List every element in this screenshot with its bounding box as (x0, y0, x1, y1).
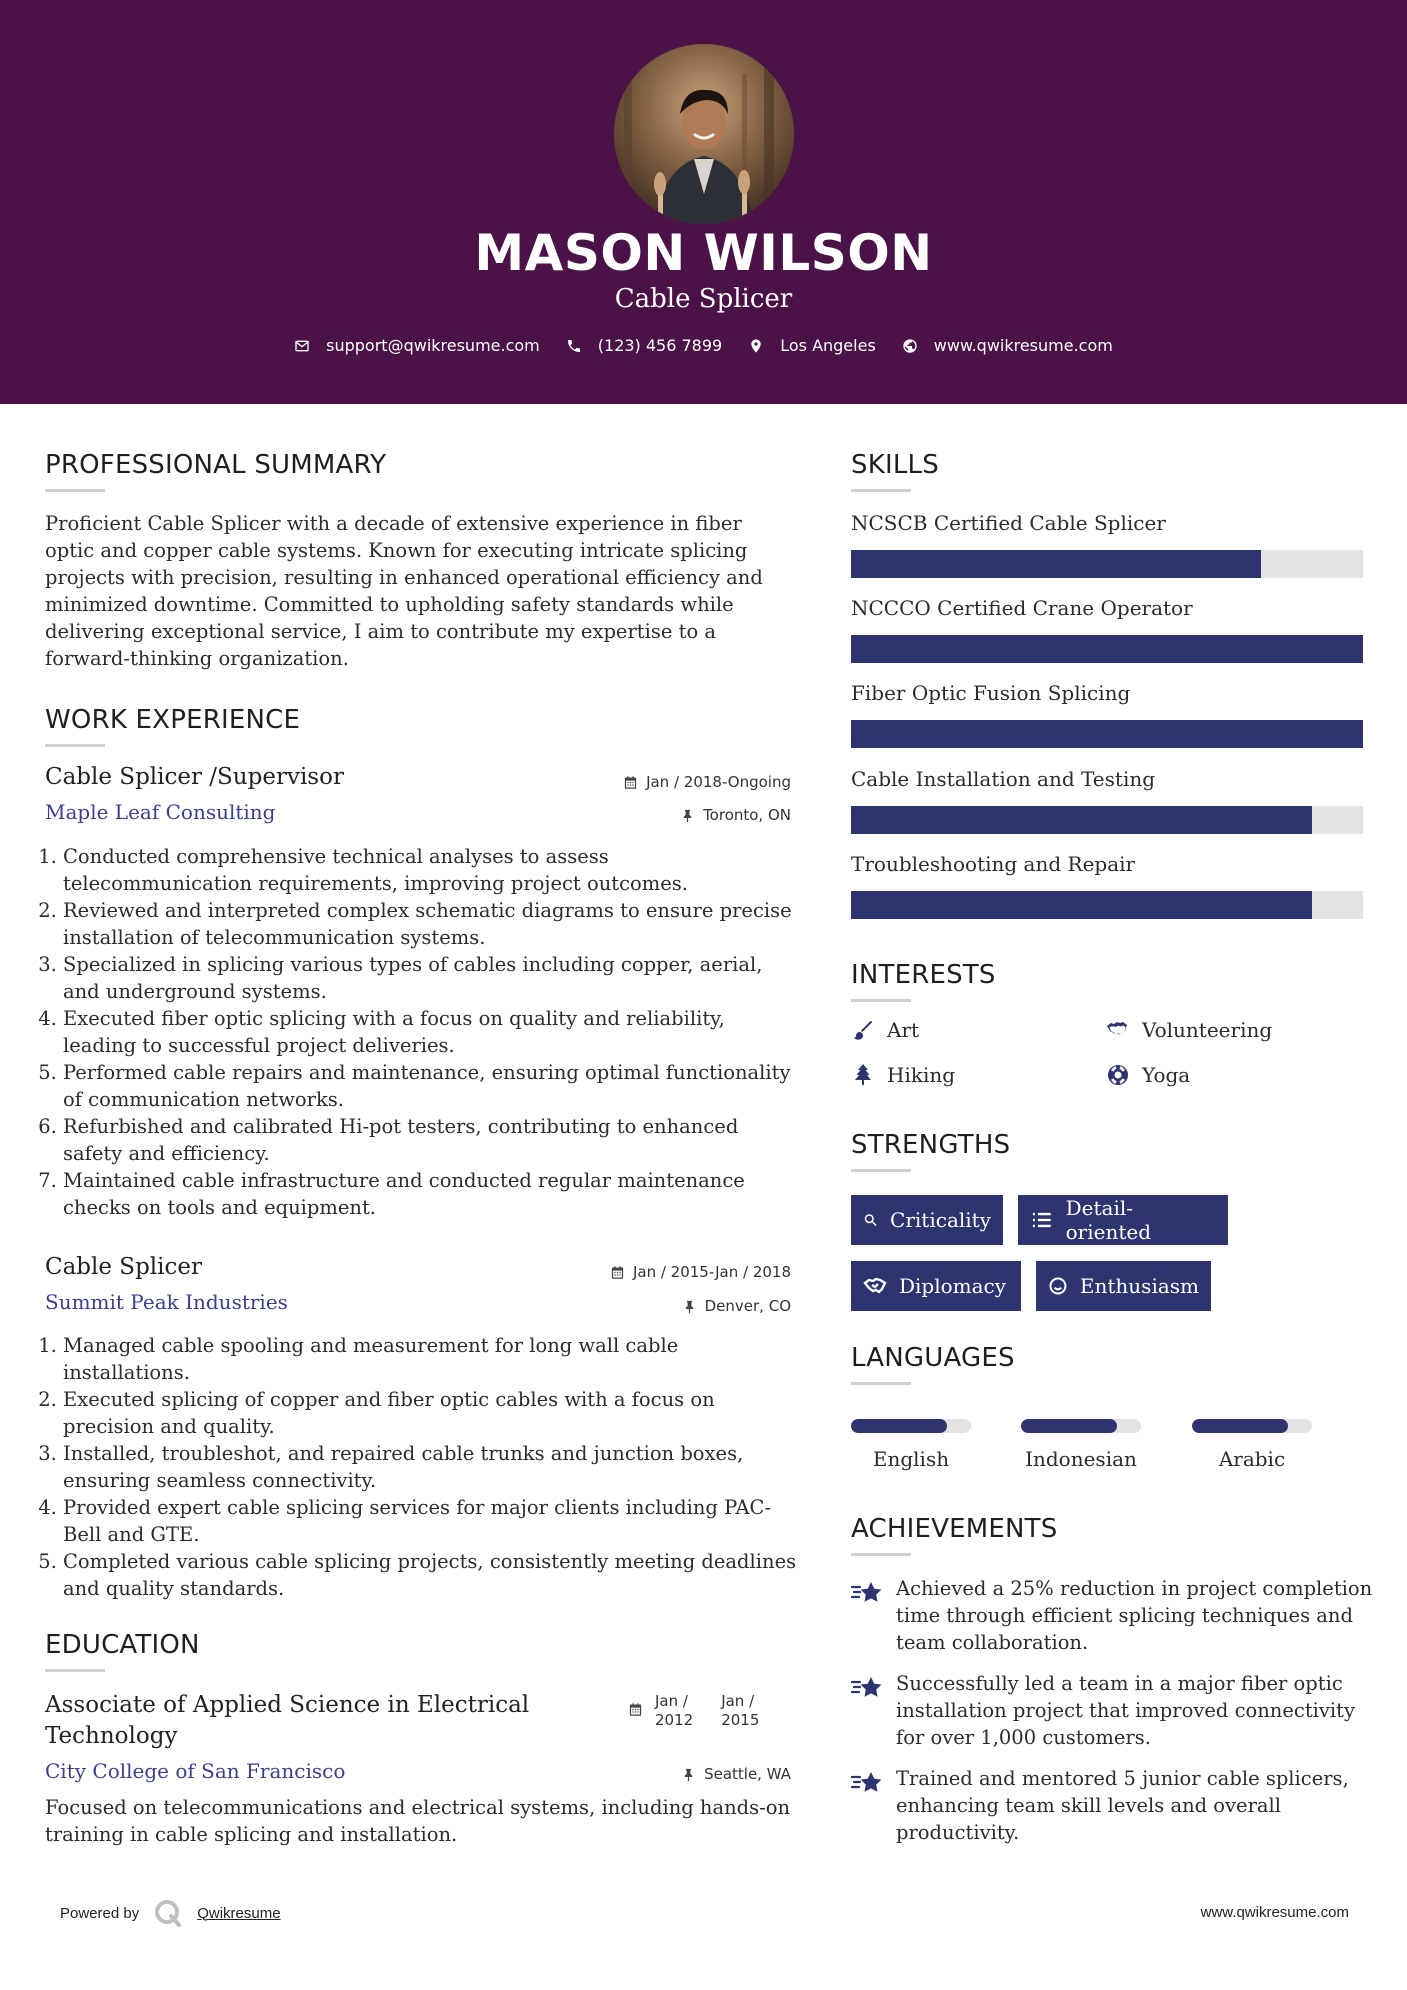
candidate-title: Cable Splicer (614, 284, 793, 314)
strength-label: Criticality (890, 1208, 991, 1232)
list-item: 1. Managed cable spooling and measurement for long wall cable installations. (63, 1332, 797, 1386)
handshake-icon (1106, 1018, 1130, 1042)
job-dates (491, 1263, 791, 1281)
contact-website[interactable] (902, 336, 1113, 355)
list-item: 2. Reviewed and interpreted complex schematic diagrams to ensure precise installation of telecommunication systems. (63, 897, 797, 951)
envelope-icon (294, 338, 310, 354)
powered-by-text: Powered by (60, 1904, 140, 1922)
interest-item (851, 1018, 919, 1042)
job-title: Cable Splicer /Supervisor (45, 764, 344, 790)
strength-label: Enthusiasm (1079, 1274, 1199, 1298)
interest-label: Volunteering (1142, 1018, 1273, 1042)
map-pin-icon (748, 338, 764, 354)
education-location (491, 1765, 791, 1783)
language-label: English (872, 1447, 950, 1471)
education-start-month: Jan / (655, 1692, 688, 1710)
skill-bar (851, 891, 1363, 919)
footer-powered-by (60, 1898, 281, 1928)
job-dates (491, 773, 791, 791)
interest-label: Hiking (887, 1063, 956, 1087)
job-location-text: Denver, CO (704, 1297, 791, 1315)
education-dates (628, 1692, 768, 1730)
school-name: City College of San Francisco (45, 1759, 346, 1783)
list-item: 3. Specialized in splicing various types of cables including copper, aerial, and underground systems. (63, 951, 797, 1005)
list-icon (1030, 1208, 1054, 1232)
skill-bar-fill (851, 720, 1363, 748)
company-name: Maple Leaf Consulting (45, 800, 276, 824)
education-start-year: 2012 (655, 1711, 694, 1729)
skill-label: Cable Installation and Testing (851, 767, 1156, 791)
job-bullets (45, 843, 797, 1221)
calendar-icon (623, 775, 638, 790)
paintbrush-icon (851, 1018, 875, 1042)
resume-header (0, 0, 1407, 404)
contact-email[interactable] (294, 336, 540, 355)
list-item: 5. Completed various cable splicing projects, consistently meeting deadlines and quality standards. (63, 1548, 797, 1602)
job-dates-text: Jan / 2015-Jan / 2018 (632, 1263, 791, 1281)
summary-heading: PROFESSIONAL SUMMARY (45, 450, 387, 480)
location-text: Los Angeles (780, 336, 876, 355)
globe-icon (902, 338, 918, 354)
interests-heading: INTERESTS (851, 960, 996, 990)
skill-label: NCSCB Certified Cable Splicer (851, 511, 1166, 535)
list-item: 1. Conducted comprehensive technical analyses to assess telecommunication requirements, improving project outcomes. (63, 843, 797, 897)
strength-badge (1036, 1261, 1211, 1311)
list-item: 2. Executed splicing of copper and fiber optic cables with a focus on precision and quality. (63, 1386, 797, 1440)
shooting-star-icon (851, 1673, 885, 1703)
section-divider (851, 999, 911, 1002)
phone-text: (123) 456 7899 (597, 336, 723, 355)
summary-text: Proficient Cable Splicer with a decade of extensive experience in fiber optic and copper cable systems. Known for executing intricate splicing projects with precision, resulting in enhanced operational efficiency and minimized downtime. Committed to upholding safety standards while delivering exceptional service, I aim to contribute my expertise to a forward-thinking organization. (45, 512, 763, 670)
strength-badge (1018, 1195, 1228, 1245)
interest-label: Art (887, 1018, 920, 1042)
lifering-icon (1106, 1063, 1130, 1087)
skill-label: Troubleshooting and Repair (851, 852, 1136, 876)
education-heading: EDUCATION (45, 1630, 200, 1660)
skill-bar (851, 550, 1363, 578)
language-bar-fill (1192, 1419, 1288, 1433)
education-end (721, 1692, 759, 1730)
language-bar-fill (1021, 1419, 1117, 1433)
education-start (655, 1692, 693, 1730)
footer-website[interactable]: www.qwikresume.com (1200, 1904, 1349, 1921)
strength-label: Diplomacy (899, 1274, 1007, 1298)
candidate-name: MASON WILSON (474, 224, 933, 282)
contact-location (748, 336, 876, 355)
skill-bar-fill (851, 635, 1363, 663)
language-label: Indonesian (1025, 1447, 1137, 1471)
achievement-text: Trained and mentored 5 junior cable splicers, enhancing team skill levels and overall productivity. (896, 1767, 1349, 1844)
language-label: Arabic (1218, 1447, 1286, 1471)
phone-icon (566, 338, 582, 354)
section-divider (851, 489, 911, 492)
strengths-heading: STRENGTHS (851, 1130, 1011, 1160)
degree-title: Associate of Applied Science in Electrical Technology (45, 1692, 530, 1749)
website-text: www.qwikresume.com (933, 336, 1113, 355)
education-description: Focused on telecommunications and electrical systems, including hands-on training in cable splicing and installation. (45, 1796, 791, 1846)
skill-label: Fiber Optic Fusion Splicing (851, 681, 1131, 705)
skill-bar (851, 720, 1363, 748)
calendar-icon (610, 1265, 625, 1280)
language-bar (1021, 1419, 1141, 1433)
achievement-text: Achieved a 25% reduction in project completion time through efficient splicing techniques and team collaboration. (896, 1577, 1373, 1654)
skill-label: NCCCO Certified Crane Operator (851, 596, 1193, 620)
pushpin-icon (682, 1299, 697, 1314)
email-text: support@qwikresume.com (326, 336, 540, 355)
shooting-star-icon (851, 1768, 885, 1798)
achievements-heading: ACHIEVEMENTS (851, 1514, 1058, 1544)
list-item: 7. Maintained cable infrastructure and conducted regular maintenance checks on tools and equipment. (63, 1167, 797, 1221)
handshake-icon (863, 1274, 887, 1298)
contact-phone[interactable] (566, 336, 722, 355)
pushpin-icon (681, 1767, 696, 1782)
list-item: 5. Performed cable repairs and maintenance, ensuring optimal functionality of communication networks. (63, 1059, 797, 1113)
section-divider (45, 744, 105, 747)
language-bar (851, 1419, 971, 1433)
job-location (491, 806, 791, 824)
education-end-year: 2015 (721, 1711, 760, 1729)
section-divider (851, 1382, 911, 1385)
experience-heading: WORK EXPERIENCE (45, 705, 301, 735)
language-bar (1192, 1419, 1312, 1433)
job-bullets (45, 1332, 797, 1602)
smile-icon (1048, 1274, 1068, 1298)
section-divider (851, 1553, 911, 1556)
skill-bar-fill (851, 806, 1312, 834)
pushpin-icon (680, 808, 695, 823)
skills-heading: SKILLS (851, 450, 939, 480)
education-location-text: Seattle, WA (704, 1765, 791, 1783)
education-end-month: Jan / (721, 1692, 755, 1710)
tree-icon (851, 1063, 875, 1087)
skill-bar (851, 635, 1363, 663)
section-divider (45, 1669, 105, 1672)
list-item: 3. Installed, troubleshot, and repaired cable trunks and junction boxes, ensuring seamless connectivity. (63, 1440, 797, 1494)
contact-bar (0, 336, 1407, 355)
list-item: 4. Executed fiber optic splicing with a focus on quality and reliability, leading to successful project deliveries. (63, 1005, 797, 1059)
skill-bar (851, 806, 1363, 834)
job-dates-text: Jan / 2018-Ongoing (646, 773, 791, 791)
list-item: 6. Refurbished and calibrated Hi-pot testers, contributing to enhanced safety and efficiency. (63, 1113, 797, 1167)
job-location-text: Toronto, ON (703, 806, 791, 824)
brand-link[interactable]: Qwikresume (197, 1904, 281, 1922)
section-divider (45, 489, 105, 492)
calendar-icon (628, 1702, 643, 1717)
list-item: 4. Provided expert cable splicing services for major clients including PAC-Bell and GTE. (63, 1494, 797, 1548)
job-title: Cable Splicer (45, 1254, 202, 1280)
interest-label: Yoga (1142, 1063, 1191, 1087)
skill-bar-fill (851, 891, 1312, 919)
search-icon (863, 1208, 878, 1232)
qwikresume-logo-icon (153, 1898, 183, 1928)
language-bar-fill (851, 1419, 947, 1433)
shooting-star-icon (851, 1578, 885, 1608)
interest-item (851, 1063, 955, 1087)
strength-badge (851, 1195, 1003, 1245)
strength-badge (851, 1261, 1021, 1311)
interest-item (1106, 1063, 1190, 1087)
languages-heading: LANGUAGES (851, 1343, 1015, 1373)
profile-photo (614, 44, 794, 224)
achievement-text: Successfully led a team in a major fiber optic installation project that improved connectivity for over 1,000 customers. (896, 1672, 1356, 1749)
section-divider (851, 1169, 911, 1172)
interest-item (1106, 1018, 1272, 1042)
company-name: Summit Peak Industries (45, 1290, 288, 1314)
skill-bar-fill (851, 550, 1261, 578)
job-location (491, 1297, 791, 1315)
strength-label: Detail-oriented (1065, 1196, 1152, 1244)
